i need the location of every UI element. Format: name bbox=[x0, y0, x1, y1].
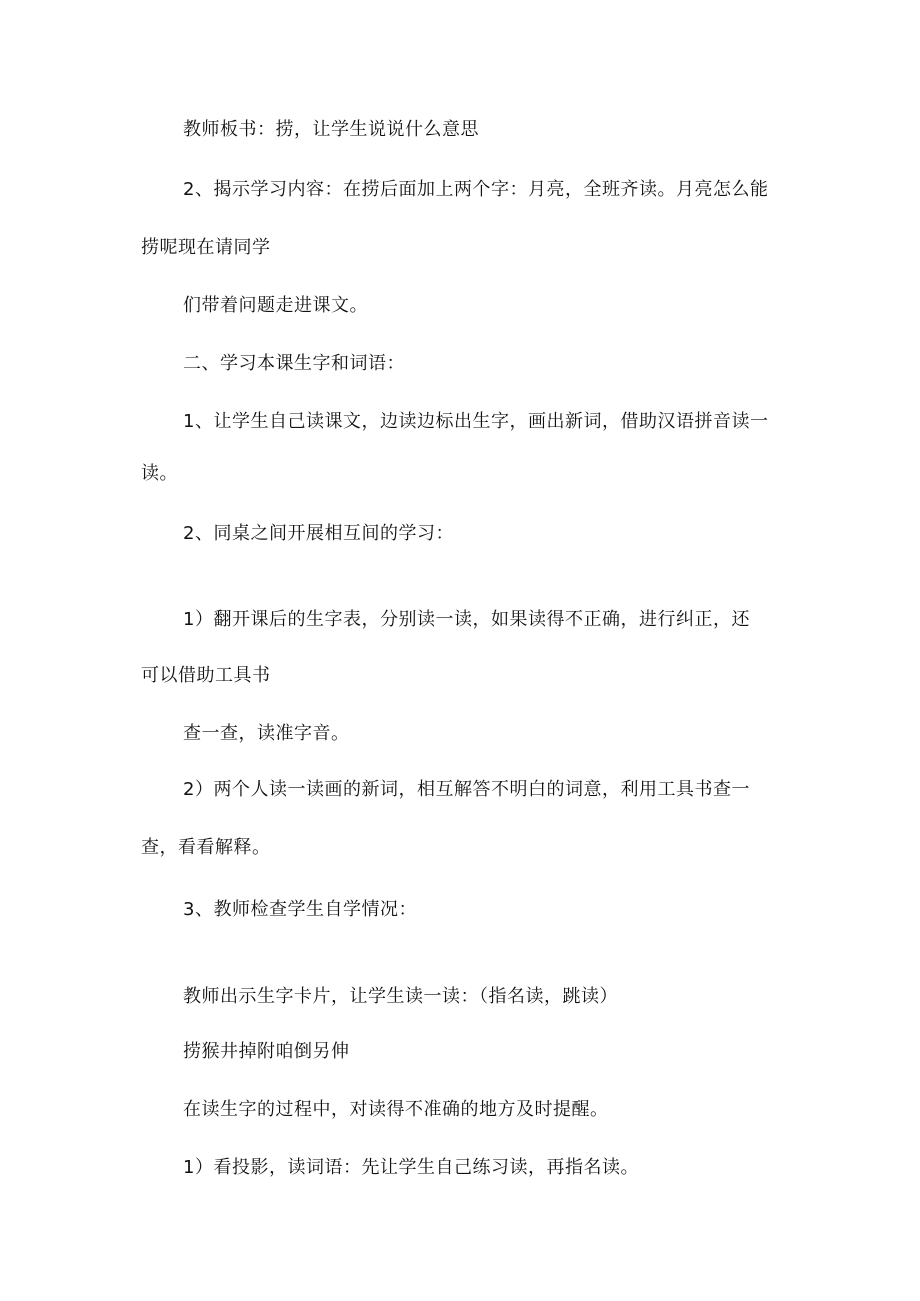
paragraph-line: 查，看看解释。 bbox=[141, 837, 271, 858]
paragraph-line: 3、教师检查学生自学情况： bbox=[183, 899, 417, 920]
paragraph-line: 捞呢现在请同学 bbox=[141, 237, 271, 258]
paragraph-line: 1、让学生自己读课文，边读边标出生字，画出新词，借助汉语拼音读一 bbox=[183, 411, 769, 432]
paragraph-line: 查一查，读准字音。 bbox=[183, 723, 350, 744]
paragraph-line: 2、同桌之间开展相互间的学习： bbox=[183, 523, 454, 544]
paragraph-line: 在读生字的过程中，对读得不准确的地方及时提醒。 bbox=[183, 1099, 609, 1120]
paragraph-line: 可以借助工具书 bbox=[141, 665, 271, 686]
character-list: 捞猴井掉附咱倒另伸 bbox=[183, 1041, 350, 1062]
paragraph-line: 2、揭示学习内容：在捞后面加上两个字：月亮，全班齐读。月亮怎么能 bbox=[183, 179, 769, 200]
paragraph-line: 们带着问题走进课文。 bbox=[183, 295, 368, 316]
paragraph-line: 2）两个人读一读画的新词，相互解答不明白的词意，利用工具书查一 bbox=[183, 779, 750, 800]
paragraph-line: 1）翻开课后的生字表，分别读一读，如果读得不正确，进行纠正，还 bbox=[183, 609, 750, 630]
paragraph-line: 教师出示生字卡片，让学生读一读：（指名读，跳读） bbox=[183, 986, 618, 1007]
paragraph-line: 读。 bbox=[141, 463, 178, 484]
section-heading: 二、学习本课生字和词语： bbox=[183, 353, 405, 374]
paragraph-line: 教师板书：捞，让学生说说什么意思 bbox=[183, 119, 479, 140]
paragraph-line: 1）看投影，读词语：先让学生自己练习读，再指名读。 bbox=[183, 1157, 639, 1178]
